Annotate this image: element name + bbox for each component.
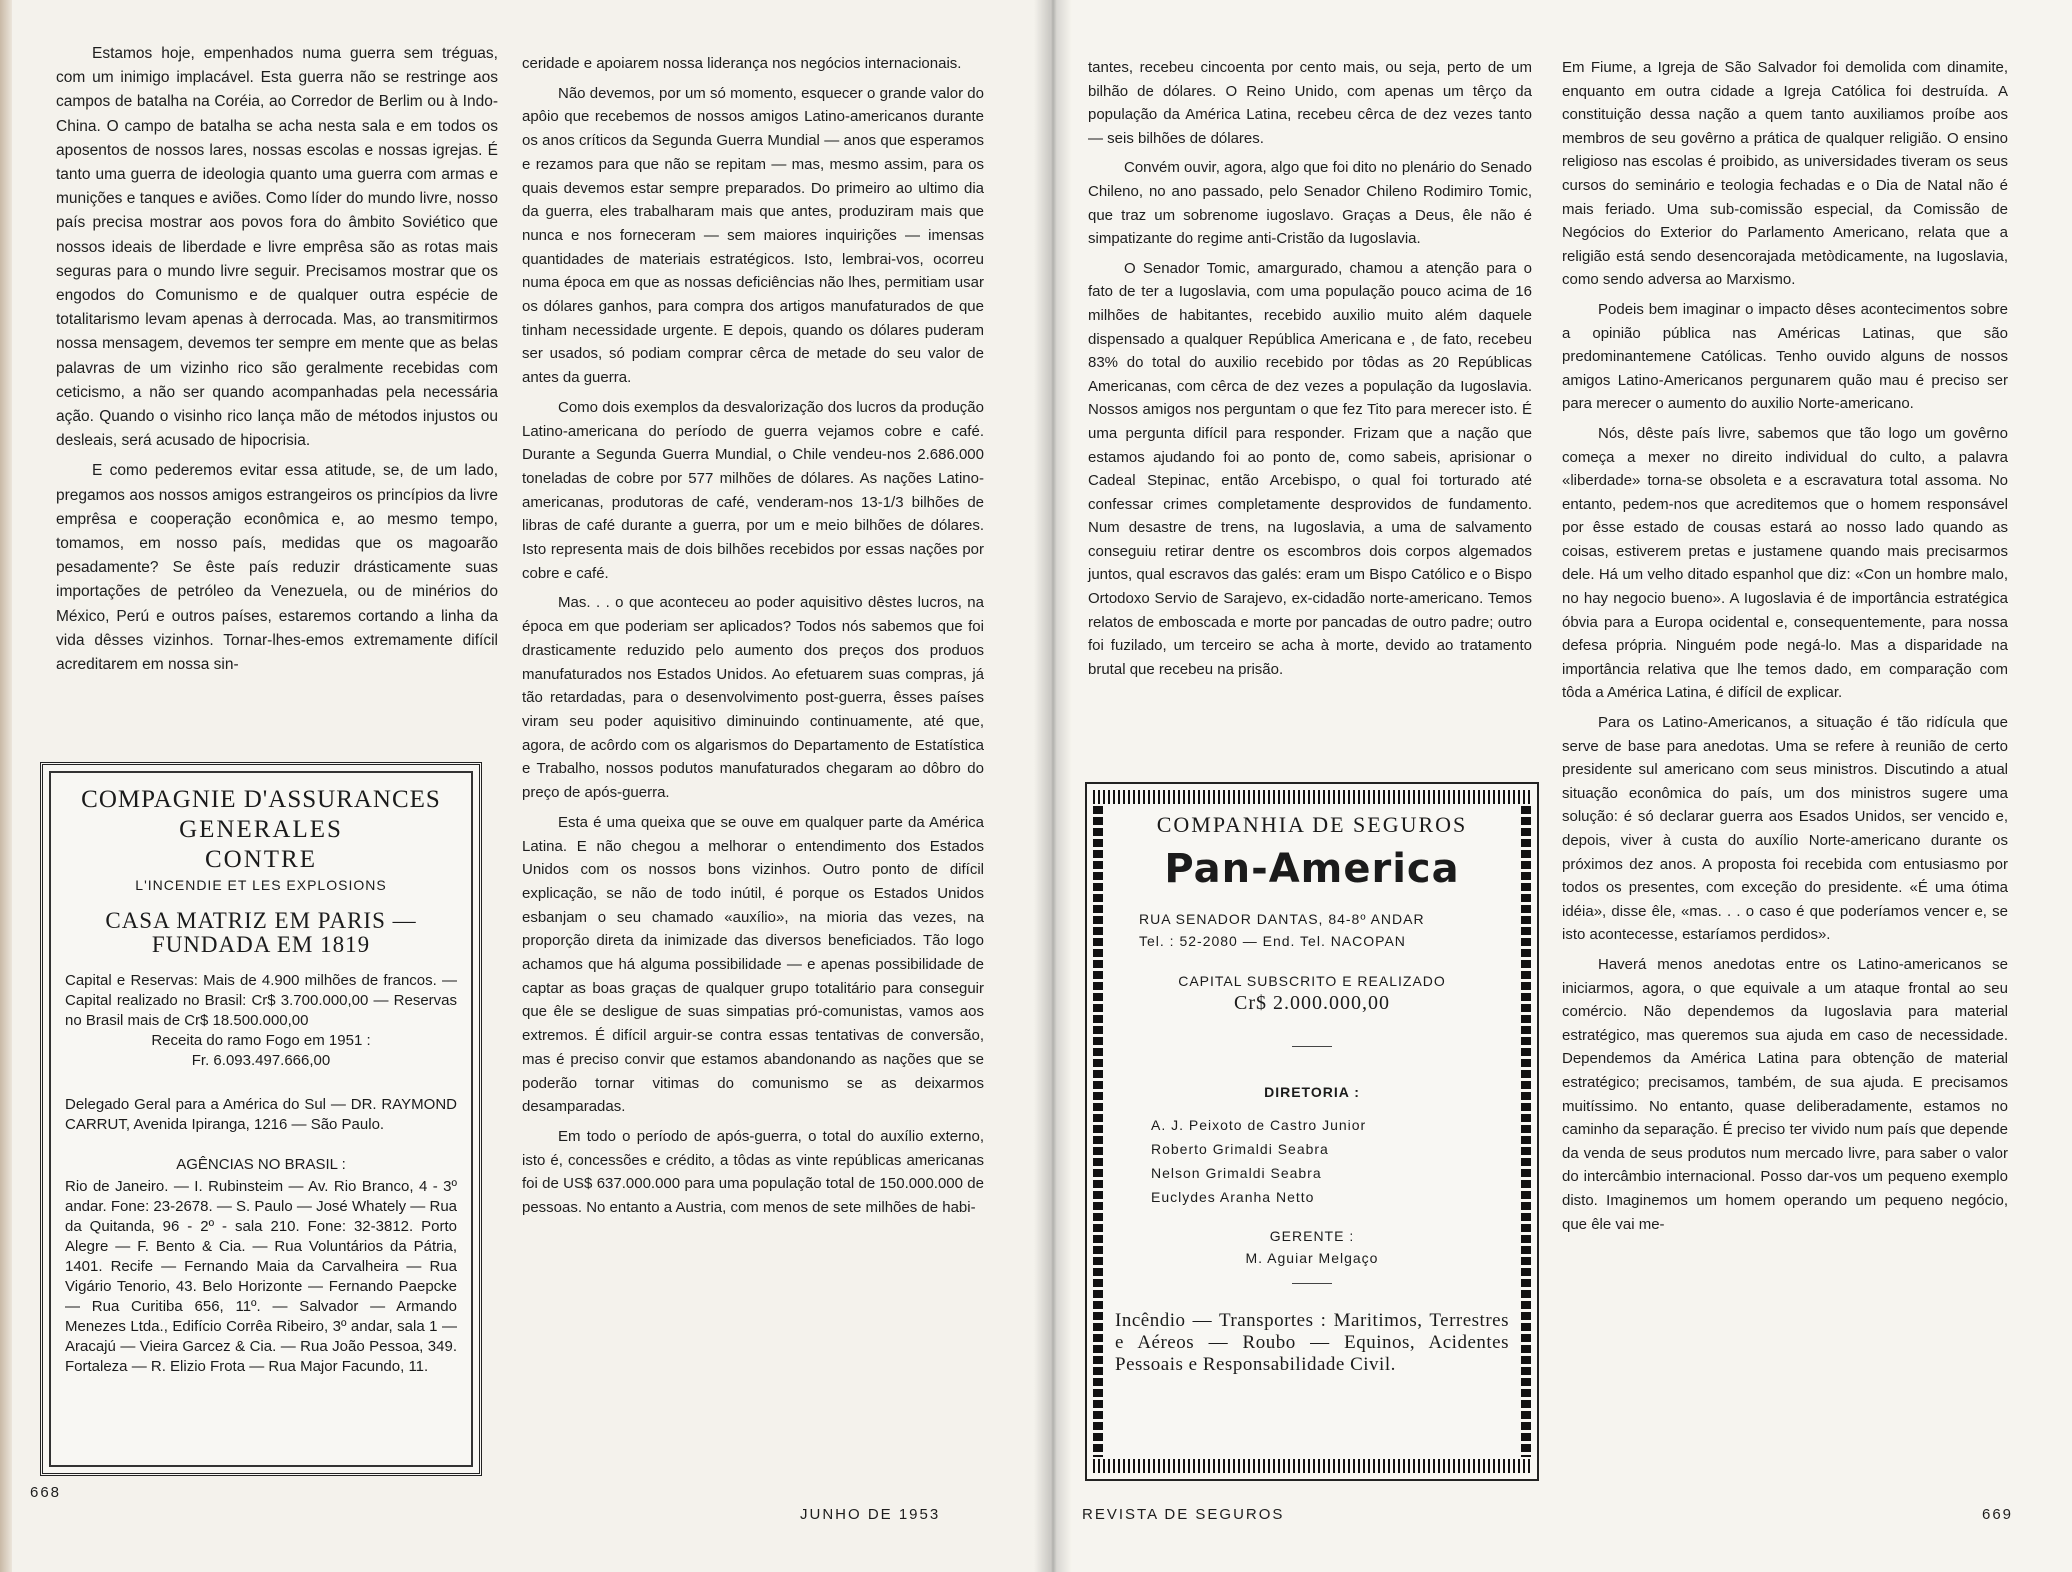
ad-border [1093, 790, 1531, 804]
paragraph: Estamos hoje, empenhados numa guerra sem tréguas, com um inimigo implacável. Esta guerra não se restringe aos campos de batalha na Coréia, ao Corredor de Berlim ou à Indo-China. O campo de batalha se acha nesta sala e em todos os aposentos de nossos lares, nossas escolas e nossas igrejas. É tanto uma guerra de ideologia quanto uma guerra com armas e munições e tanques e aviões. Como líder do mundo livre, nosso país precisa mostrar aos povos fora do âmbito Soviético que nossos ideais de liberdade e livre emprêsa são as rotas mais seguras para o mundo livre seguir. Precisamos mostrar que os engodos do Comunismo e de qualquer outra espécie de totalitarismo levam apenas à derrocada. Mas, ao transmitirmos nossa mensagem, devemos ter sempre em mente que as belas palavras de um vizinho rico são geralmente recebidas com ceticismo, a não ser quando acompanhadas pela necessária ação. Quando o visinho rico lança mão de métodos injustos ou desleais, será acusado de hipocrisia. [56, 45, 498, 450]
paragraph: O Senador Tomic, amargurado, chamou a atenção para o fato de ter a Iugoslavia, com uma população pouco acima de 16 milhões de habitantes, recebido auxilio muito além daquele dispensado a qualquer República Americana e , de fato, recebeu 83% do total do auxilio recebido por tôdas as 20 Repúblicas Americanas, com cêrca de dez vezes a população da Iugoslavia. Nossos amigos nos perguntam o que fez Tito para merecer isto. É uma pergunta difícil para responder. Frizam que a nação que estamos ajudando foi ao ponto de, como sabeis, aprisionar o Cadeal Stepinac, então Arcebispo, o qual foi torturado até confessar crimes completamente desprovidos de fundamento. Num desastre de trens, na Iugoslavia, a uma de salvamento conseguiu retirar dentre os escombros dois corpos algemados juntos, qual escravos das galés: eram um Bispo Católico e o Bispo Ortodoxo Servio de Sarajevo, ex-cidadão norte-americano. Temos relatos de emboscada e morte por pancadas de outro padre; outro foi fuzilado, um terceiro se acha à morte, devido ao tratamento brutal que recebeu na prisão. [1088, 259, 1532, 678]
left-column-2 [522, 52, 984, 1220]
paragraph: Em Fiume, a Igreja de São Salvador foi demolida com dinamite, enquanto em outra cidade a Igreja Católica foi destruída. A constituição dessa nação a quem tanto auxiliamos proíbe aos membros de seu govêrno a prática de qualquer religião. O ensino religioso nas escolas é proibido, as universidades tiveram os seus cursos do seminário e teologia fechadas e o Dia de Natal não é mais feriado. Uma sub-comissão especial, da Comissão de Negócios do Exterior do Parlamento Americano, relata que a religião está sendo desencorajada metòdicamente, na Iugoslavia, como sendo adversa ao Marxismo. [1562, 59, 2008, 289]
ad-title: COMPAGNIE D'ASSURANCES [81, 786, 441, 813]
paragraph: Convém ouvir, agora, algo que foi dito no plenário do Senado Chileno, no ano passado, pelo Senador Chileno Rodimiro Tomic, que traz um sobrenome iugoslavo. Graças a Deus, êle não é simpatizante do regime anti-Cristão da Iugoslavia. [1088, 159, 1532, 248]
ad-delegado: Delegado Geral para a América do Sul — DR. RAYMOND CARRUT, Avenida Ipiranga, 1216 — São Paulo. [65, 1096, 457, 1133]
ad-lines-of-business: Incêndio — Transportes : Maritimos, Terrestres e Aéreos — Roubo — Equinos, Acidentes Pessoais e Responsabilidade Civil. [1115, 1310, 1509, 1375]
ad-border [1521, 806, 1531, 1457]
paragraph: Nós, dêste país livre, sabemos que tão logo um govêrno começa a mexer no direito individual do culto, a palavra «liberdade» torna-se obsoleta e a escravatura total assoma. No entanto, pedem-nos que acreditemos que o homem responsável por êsse estado de cousas estará ao nosso lado quando as coisas, estiverem pretas e justamene quando mais precisarmos dele. Há um velho ditado espanhol que diz: «Con un hombre malo, no hay negocio bueno». A Iugoslavia é de importância estratégica óbvia para a Europa ocidental e, consequentemente, para nossa defesa própria. Ninguém pode negá-lo. Mas a disparidade na importância relativa que lhe temos dado, em comparação com tôda a América Latina, é difícil de explicar. [1562, 424, 2008, 702]
paragraph: Como dois exemplos da desvalorização dos lucros da produção Latino-americana do período de guerra vejamos cobre e café. Durante a Segunda Guerra Mundial, o Chile vendeu-nos 2.686.000 toneladas de cobre por 577 milhões de dólares. As nações Latino-americanas, produtoras de café, venderam-nos 13-1/3 bilhões de libras de café durante a guerra, por um e meio bilhões de dólares. Isto representa mais de dois bilhões recebidos por essas nações por cobre e café. [522, 398, 984, 582]
footer-magazine-name: REVISTA DE SEGUROS [1082, 1506, 1285, 1523]
paragraph: Não devemos, por um só momento, esquecer o grande valor do apôio que recebemos de nossos amigos Latino-americanos durante os anos críticos da Segunda Guerra Mundial — anos que esperamos e rezamos para que não se repitam — mas, mesmo assim, para os quais devemos estar sempre preparados. Do primeiro ao ultimo dia da guerra, eles trabalharam mais que antes, produziram mais que nunca e nos forneceram — sem maiores inquirições — imensas quantidades de materiais estratégicos. Isto, lembrai-vos, ocorreu numa época em que as nossas deficiências não lhes, permitiam usar os dólares ganhos, para compra dos artigos manufaturados de que tinham necessidade urgente. E depois, quando os dólares puderam ser usados, só podiam comprar cêrca de metade do seu valor de antes da guerra. [522, 84, 984, 387]
ad-brand: Pan-America [1164, 846, 1460, 892]
ad-directors [1115, 1113, 1509, 1209]
ad-receita-value: Fr. 6.093.497.666,00 [191, 1052, 331, 1069]
divider [1292, 1046, 1332, 1047]
ad-border [1093, 1459, 1531, 1473]
footer-date: JUNHO DE 1953 [800, 1506, 941, 1523]
paragraph: Esta é uma queixa que se ouve em qualquer parte da América Latina. E não chegou a melhorar o entendimento dos Estados Unidos com os nossos bons vizinhos. Outro ponto de difícil explicação, se não de todo inútil, é porque os Estados Unidos esbanjam o seu chamado «auxílio», na mioria das vezes, na proporção direta da inimizade das diversos beneficiados. Tão logo achamos que há alguma possibilidade — e apenas possibilidade de captar as boas graças de qualquer grupo totalitário para conseguir que êle se desligue de suas simpatias pró-comunistas, vamos aos extremos. É difícil arguir-se contra essas tentativas de conversão, mas é preciso convir que estamos abandonando as nações que se poderão tornar vitimas do comunismo se as deixarmos desamparadas. [522, 813, 984, 1116]
ad-contre: CONTRE [205, 846, 317, 873]
paragraph: Haverá menos anedotas entre os Latino-americanos se iniciarmos, agora, o que equivale a um ataque frontal ao seu comércio. Não dependemos da Iugoslavia para material estratégico, mas queremos sua ajuda em caso de necessidade. Dependemos da América Latina para obtenção de material estratégico; precisamos, também, de sua ajuda. E precisamos muitíssimo. No entanto, quase deliberadamente, estamos no caminho da separação. É preciso ter vivido num país que depende da venda de seus produtos num mercado livre, para saber o valor do intercâmbio internacional. Posso dar-vos um pequeno exemplo disto. Imaginemos um homem operando um pequeno negócio, que êle vai me- [1562, 955, 2008, 1233]
ad-capital-value: Cr$ 2.000.000,00 [1234, 992, 1390, 1014]
book-spine [1034, 0, 1072, 1572]
paragraph: Mas. . . o que aconteceu ao poder aquisitivo dêstes lucros, na época em que poderiam ser aplicados? Todos nós sabemos que foi drasticamente reduzido pelo aumento dos preços dos produos manufaturados nos Estados Unidos. Ao efetuarem suas compras, já tão retardadas, para o desenvolvimento post-guerra, êsses países viram seu poder aquisitivo diminuindo continuamente, até que, agora, de acôrdo com os algarismos do Departamento de Estatística e Trabalho, nossos podutos manufaturados chegaram ao dôbro do preço de após-guerra. [522, 594, 984, 802]
right-column-1 [1088, 56, 1532, 681]
paragraph: E como pederemos evitar essa atitude, se, de um lado, pregamos aos nossos amigos estrangeiros os princípios da livre emprêsa e cooperação econômica e, ao mesmo tempo, tomamos, em nosso país, medidas que os magoarão pesadamente? Se êste país reduzir drásticamente suas importações de petróleo da Venezuela, ou de minérios do México, Perú e outros países, estaremos cortando a linha da vida dêsses vizinhos. Tornar-lhes-emos extremamente difícil acreditarem em nossa sin- [56, 462, 498, 674]
ad-agencias-title: AGÊNCIAS NO BRASIL : [176, 1156, 346, 1173]
ad-receita: Receita do ramo Fogo em 1951 : [151, 1032, 371, 1049]
paragraph: Para os Latino-Americanos, a situação é tão ridícula que serve de base para anedotas. Uma se refere à reunião de certo presidente sul americano com seus ministros. Discutindo a atual situação econômica do país, um dos ministros sugere uma solução: é só declarar guerra aos Esados Unidos, ser vencido e, depois, viver à custa do auxílio Norte-americano durante os próximos dez anos. A proposta foi recebida com entusiasmo por todos os presentes, com exceção do presidente. «É uma ótima idéia», disse êle, «mas. . . o caso é que poderíamos vencer e, se isto acontecesse, estaríamos perdidos». [1562, 714, 2008, 944]
paragraph: Podeis bem imaginar o impacto dêses acontecimentos sobre a opinião pública nas Américas Latinas, que são predominantemene Católicas. Tenho ouvido alguns de nossos amigos Latino-Americanos pergunarem quão mau é preciso ser para merecer o aumento do auxilio Norte-americano. [1562, 300, 2008, 413]
ad-fundada: FUNDADA EM 1819 [151, 932, 371, 957]
director: Nelson Grimaldi Seabra [1151, 1165, 1322, 1181]
paragraph: tantes, recebeu cincoenta por cento mais, ou seja, perto de um bilhão de dólares. O Reino Unido, com apenas um têrço da população da América Latina, recebeu cêrca de dez vezes tanto — seis bilhões de dólares. [1088, 59, 1532, 147]
left-column-1 [56, 42, 498, 677]
paragraph: ceridade e apoiarem nossa liderança nos negócios internacionais. [522, 55, 962, 72]
ad-phone: Tel. : 52-2080 — End. Tel. NACOPAN [1139, 933, 1406, 949]
page-number-right: 669 [1982, 1506, 2014, 1523]
ad-pan-america [1085, 782, 1539, 1481]
director: A. J. Peixoto de Castro Junior [1151, 1117, 1367, 1133]
ad-gerente-label: GERENTE : [1269, 1228, 1355, 1244]
ad-subtitle: L'INCENDIE ET LES EXPLOSIONS [135, 877, 387, 893]
ad-company: COMPANHIA DE SEGUROS [1156, 812, 1468, 837]
ad-address: RUA SENADOR DANTAS, 84-8º ANDAR [1139, 911, 1425, 927]
ad-compagnie-assurances [40, 762, 482, 1476]
ad-agencias: Rio de Janeiro. — I. Rubinsteim — Av. Rio Branco, 4 - 3º andar. Fone: 23-2678. — S. Paulo — José Whately — Rua da Quitanda, 96 - 2º - sala 210. Fone: 32-3812. Porto Alegre — F. Bento & Cia. — Rua Voluntários da Pátria, 1401. Recife — Fernando Maia da Carvalheira — Rua Vigário Tenorio, 43. Belo Horizonte — Fernando Paepcke — Rua Curitiba 656, 11º. — Salvador — Armando Menezes Ltda., Edifício Corrêa Ribeiro, 3º andar, sala 1 — Aracajú — Vieira Garcez & Cia. — Rua João Pessoa, 349. Fortaleza — R. Elizio Frota — Rua Major Facundo, 11. [65, 1178, 457, 1375]
ad-capital-label: CAPITAL SUBSCRITO E REALIZADO [1178, 973, 1446, 989]
ad-diretoria-label: DIRETORIA : [1264, 1084, 1360, 1100]
director: Euclydes Aranha Netto [1151, 1189, 1315, 1205]
right-column-2 [1562, 56, 2008, 1236]
ad-matriz: CASA MATRIZ EM PARIS — [105, 908, 417, 933]
ad-gerente: M. Aguiar Melgaço [1245, 1250, 1379, 1266]
page-number-left: 668 [30, 1484, 62, 1501]
divider [1292, 1283, 1332, 1284]
ad-capital: Capital e Reservas: Mais de 4.900 milhões de francos. — Capital realizado no Brasil: Cr$ 3.700.000,00 — Reservas no Brasil mais de Cr$ 18.500.000,00 [65, 972, 457, 1029]
ad-border [1093, 806, 1103, 1457]
page-edge [0, 0, 12, 1572]
ad-title-2: GENERALES [179, 816, 343, 843]
paragraph: Em todo o período de após-guerra, o total do auxílio externo, isto é, concessões e crédito, a tôdas as vinte repúblicas americanas foi de US$ 637.000.000 para uma população total de 150.000.000 de pessoas. No entanto a Austria, com menos de sete milhões de habi- [522, 1127, 984, 1217]
director: Roberto Grimaldi Seabra [1151, 1141, 1329, 1157]
